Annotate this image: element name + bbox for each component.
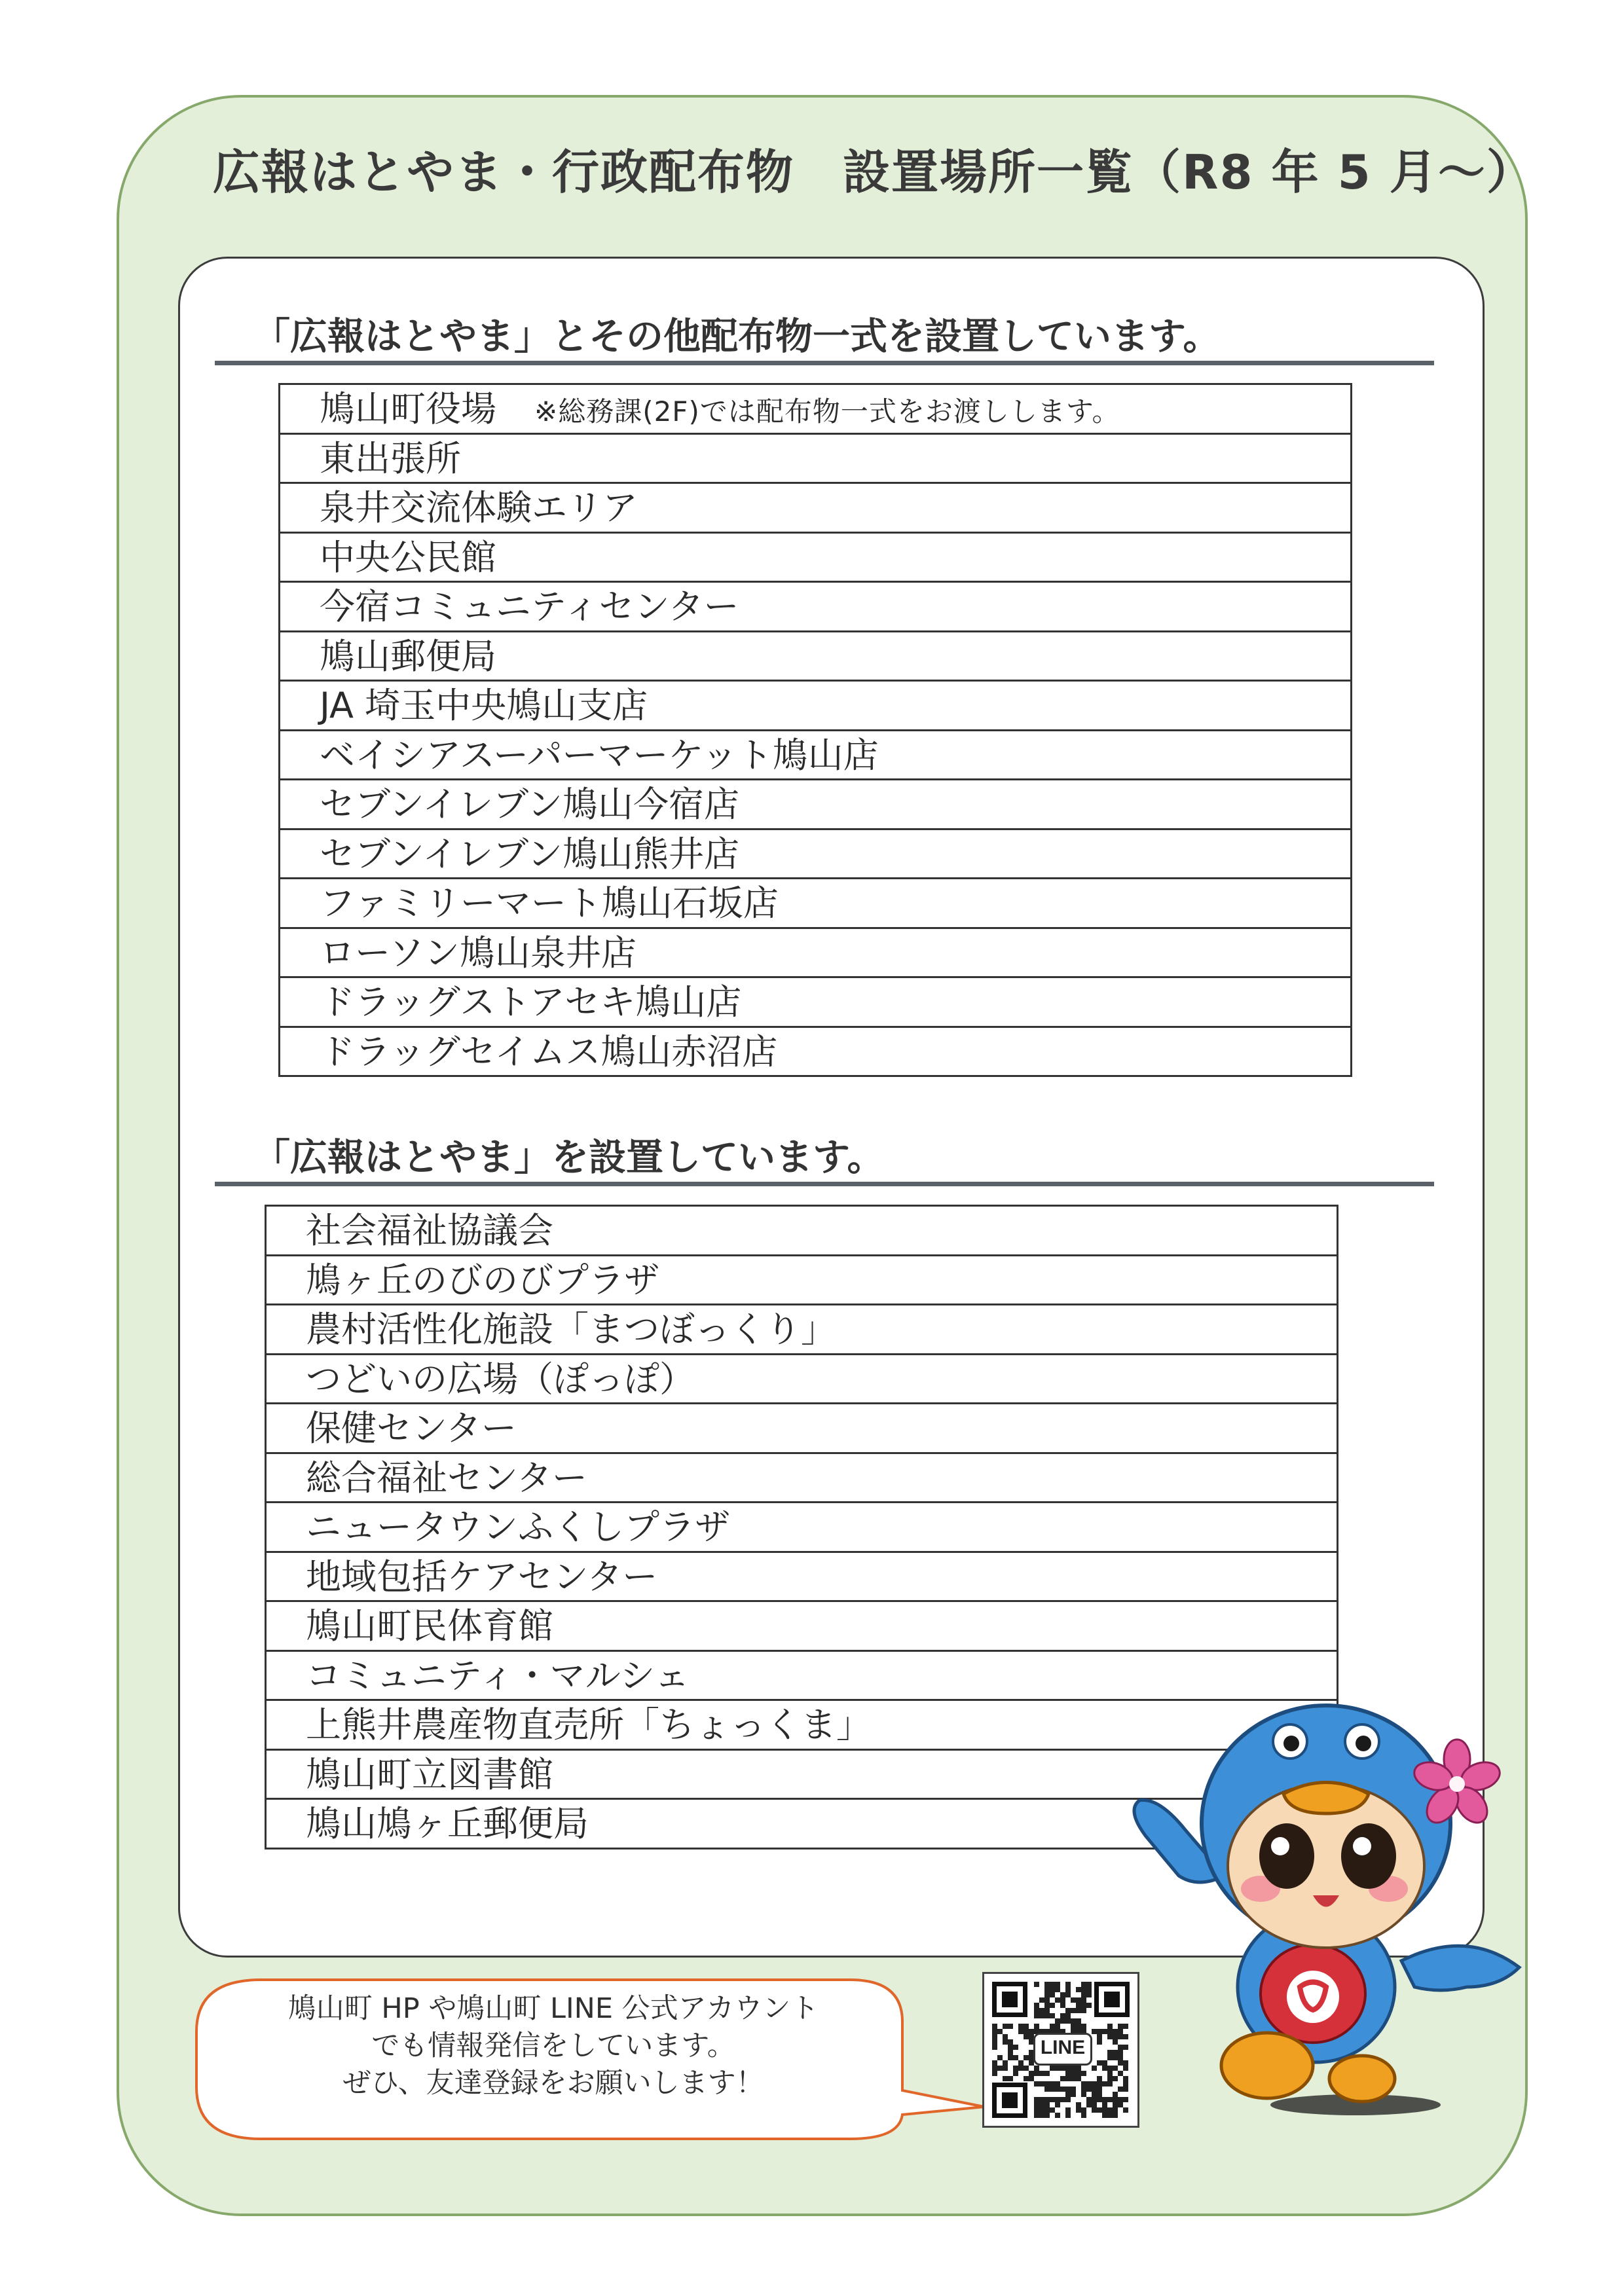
qr-line-label: LINE [1033,2033,1092,2066]
list-item: 今宿コミュニティセンター [280,583,1350,632]
list-item: 保健センター [267,1404,1337,1454]
bird-mascot-illustration [1100,1679,1532,2151]
list-item: 社会福祉協議会 [267,1207,1337,1256]
list-item: ニュータウンふくしプラザ [267,1503,1337,1553]
list-item: ドラッグセイムス鳩山赤沼店 [280,1028,1350,1078]
list-item: セブンイレブン鳩山今宿店 [280,780,1350,830]
place-note: ※総務課(2F)では配布物一式をお渡しします。 [534,395,1120,428]
list-item: ドラッグストアセキ鳩山店 [280,978,1350,1028]
bubble-line: ぜひ、友達登録をお願いします！ [342,2067,764,2100]
list-item: ベイシアスーパーマーケット鳩山店 [280,731,1350,781]
place-name: 鳩山町役場 [320,388,496,429]
list-item: ローソン鳩山泉井店 [280,929,1350,979]
section1-heading: 「広報はとやま」とその他配布物一式を設置しています。 [215,313,1434,365]
list-item: 中央公民館 [280,534,1350,583]
list-item: 鳩山町立図書館 [267,1751,1337,1800]
section2-heading: 「広報はとやま」を設置しています。 [215,1134,1434,1186]
list-item: 地域包括ケアセンター [267,1553,1337,1603]
list-item: 上熊井農産物直売所「ちょっくま」 [267,1701,1337,1751]
list-item: 鳩山郵便局 [280,632,1350,682]
list-item: ファミリーマート鳩山石坂店 [280,879,1350,929]
list-item: 鳩山町民体育館 [267,1602,1337,1652]
list-item: 総合福祉センター [267,1454,1337,1504]
list-item: 鳩ヶ丘のびのびプラザ [267,1256,1337,1306]
list-item: 東出張所 [280,435,1350,484]
list-item: 農村活性化施設「まつぼっくり」 [267,1305,1337,1355]
list-item: JA 埼玉中央鳩山支店 [280,682,1350,731]
page-title: 広報はとやま・行政配布物 設置場所一覧（R8 年 5 月～） [213,145,1535,200]
list-item: コミュニティ・マルシェ [267,1652,1337,1702]
bubble-line: 鳩山町 HP や鳩山町 LINE 公式アカウント [287,1992,819,2025]
list-item: 泉井交流体験エリア [280,484,1350,534]
list-item: セブンイレブン鳩山熊井店 [280,830,1350,880]
list-item: つどいの広場（ぽっぽ） [267,1355,1337,1405]
list-item [280,385,1350,435]
section1-place-list [278,383,1352,1077]
list-item: 鳩山鳩ヶ丘郵便局 [267,1800,1337,1850]
bubble-text [216,1990,891,2102]
bubble-line: でも情報発信をしています。 [371,2030,735,2062]
